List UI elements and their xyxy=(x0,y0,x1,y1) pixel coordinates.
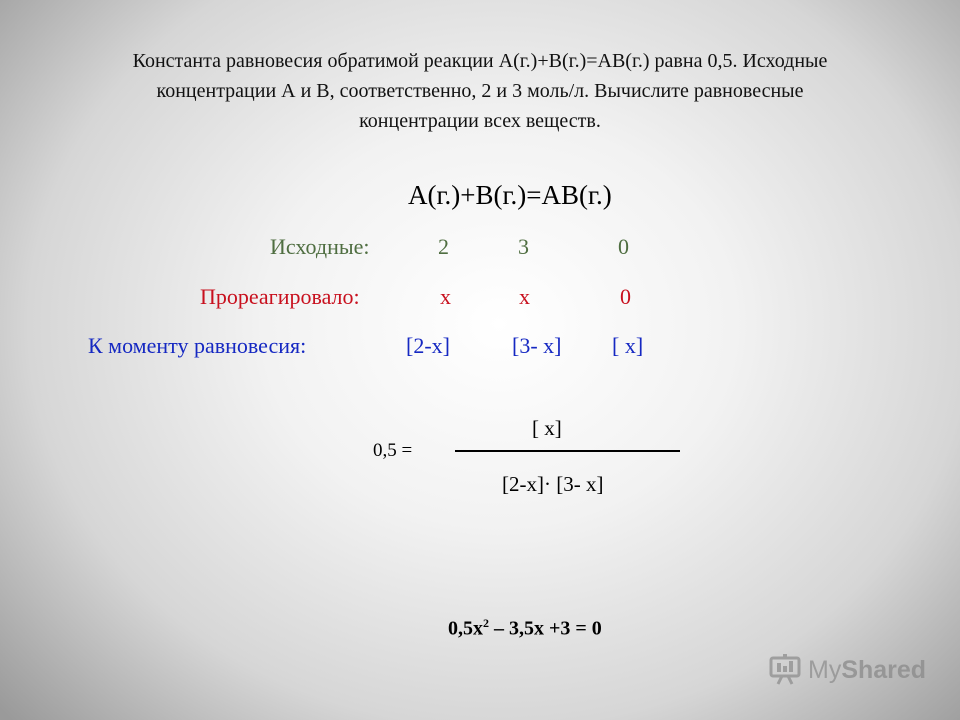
watermark-text xyxy=(808,656,926,685)
cell-reacted-a: x xyxy=(440,284,451,309)
final-equation xyxy=(448,616,602,641)
row-label-reacted: Прореагировало: xyxy=(200,284,360,309)
mysshared-watermark xyxy=(768,654,926,686)
final-equation-part1: 0,5x xyxy=(448,617,483,640)
problem-line-2: концентрации А и В, соответственно, 2 и 3 моль/л. Вычислите равновесные xyxy=(156,80,804,102)
row-label-equilibrium: К моменту равновесия: xyxy=(88,333,307,358)
formula-numerator: [ x] xyxy=(532,416,562,440)
formula-denominator: [2-x]· [3- x] xyxy=(502,472,604,496)
cell-reacted-b: x xyxy=(519,284,530,309)
cell-initial-a: 2 xyxy=(438,234,449,259)
watermark-brand-regular: My xyxy=(808,655,842,684)
cell-equilibrium-a: [2-x] xyxy=(406,333,450,358)
final-equation-exponent: 2 xyxy=(483,616,489,630)
problem-line-1: Константа равновесия обратимой реакции А(г.)+В(г.)=АВ(г.) равна 0,5. Исходные xyxy=(132,50,828,72)
formula-lhs: 0,5 = xyxy=(373,440,413,461)
cell-initial-ab: 0 xyxy=(618,234,629,259)
presentation-board-icon xyxy=(768,654,802,686)
fraction-bar xyxy=(455,450,680,452)
reaction-equation: А(г.)+В(г.)=АВ(г.) xyxy=(408,180,612,210)
cell-initial-b: 3 xyxy=(518,234,529,259)
problem-line-3: концентрации всех веществ. xyxy=(359,110,601,132)
cell-equilibrium-ab: [ x] xyxy=(612,333,644,358)
row-label-initial: Исходные: xyxy=(270,234,370,259)
problem-statement xyxy=(40,46,920,136)
cell-reacted-ab: 0 xyxy=(620,284,631,309)
watermark-brand-bold: Shared xyxy=(841,655,927,684)
cell-equilibrium-b: [3- x] xyxy=(512,333,562,358)
final-equation-part2: – 3,5x +3 = 0 xyxy=(489,617,602,640)
